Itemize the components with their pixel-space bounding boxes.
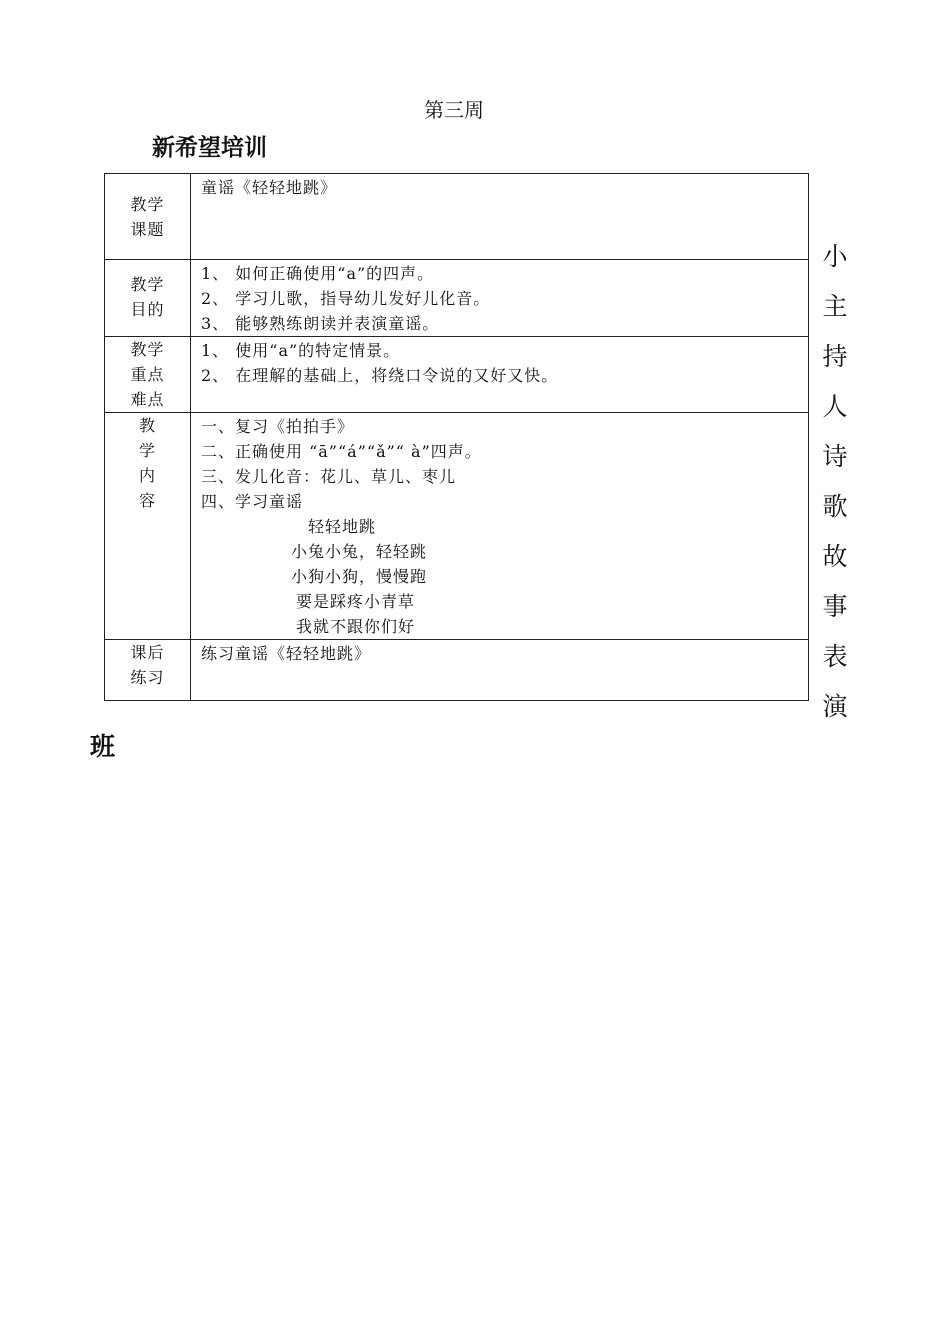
poem-line-1: 小兔小兔，轻轻跳 xyxy=(291,542,428,561)
homework-label: 课后练习 xyxy=(130,643,165,687)
table-row-homework xyxy=(105,640,809,701)
vertical-class-name: 小主持人诗歌故事表演 xyxy=(822,242,848,721)
table-row-goals xyxy=(105,260,809,337)
key-points-line-2: 2、 在理解的基础上，将绕口令说的又好又快。 xyxy=(201,366,559,385)
content-line-2: 二、正确使用 “ā”“á”“ǎ”“ à”四声。 xyxy=(201,442,482,461)
topic-label-cell xyxy=(105,174,191,260)
poem-line-3: 要是踩疼小青草 xyxy=(296,592,416,611)
poem-line-2: 小狗小狗，慢慢跑 xyxy=(291,567,428,586)
table-row-key-points xyxy=(105,337,809,413)
goals-line-3: 3、 能够熟练朗读并表演童谣。 xyxy=(201,314,440,333)
goals-label-cell xyxy=(105,260,191,337)
content-line-1: 一、复习《拍拍手》 xyxy=(201,417,355,436)
content-label-cell xyxy=(105,413,191,640)
poem-title: 轻轻地跳 xyxy=(308,517,377,536)
table-row-content xyxy=(105,413,809,640)
homework-content: 练习童谣《轻轻地跳》 xyxy=(201,644,372,663)
homework-content-cell xyxy=(191,640,809,701)
topic-label: 教学课题 xyxy=(130,195,165,239)
homework-label-cell xyxy=(105,640,191,701)
organization-title: 新希望培训 xyxy=(152,135,267,161)
key-points-label-cell xyxy=(105,337,191,413)
key-points-line-1: 1、 使用“a”的特定情景。 xyxy=(201,341,401,360)
week-title: 第三周 xyxy=(424,98,484,122)
content-content-cell xyxy=(191,413,809,640)
goals-line-1: 1、 如何正确使用“a”的四声。 xyxy=(201,264,435,283)
topic-content: 童谣《轻轻地跳》 xyxy=(201,178,338,197)
poem-line-4: 我就不跟你们好 xyxy=(296,617,416,636)
content-line-4: 四、学习童谣 xyxy=(201,492,304,511)
key-points-label: 教学重点难点 xyxy=(130,340,165,409)
goals-line-2: 2、 学习儿歌，指导幼儿发好儿化音。 xyxy=(201,289,491,308)
table-row-topic xyxy=(105,174,809,260)
class-name-tail: 班 xyxy=(90,732,116,761)
content-line-3: 三、发儿化音：花儿、草儿、枣儿 xyxy=(201,467,457,486)
goals-label: 教学目的 xyxy=(130,275,165,319)
content-label: 教学内容 xyxy=(138,416,156,510)
goals-content-cell xyxy=(191,260,809,337)
key-points-content-cell xyxy=(191,337,809,413)
topic-content-cell xyxy=(191,174,809,260)
lesson-plan-table xyxy=(104,173,809,701)
